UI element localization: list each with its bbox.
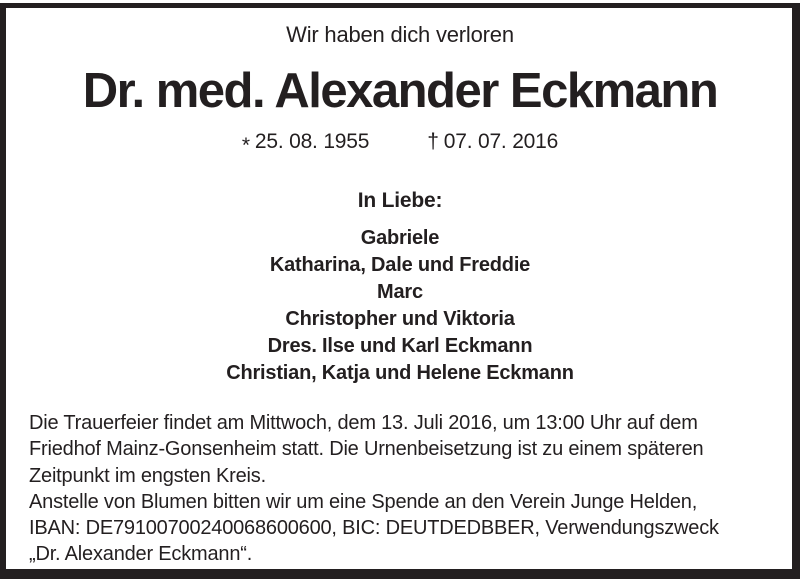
- death-cross-symbol: †: [427, 130, 439, 153]
- mourner-line: Gabriele: [360, 227, 440, 249]
- announcement-line: Zeitpunkt im engsten Kreis.: [29, 464, 266, 487]
- announcement-line: Anstelle von Blumen bitten wir um eine Spende an den Verein Junge Helden,: [29, 490, 698, 513]
- mourner-line: Christopher und Viktoria: [285, 308, 515, 330]
- birth-date-value: 25. 08. 1955: [254, 130, 370, 153]
- farewell-line: Wir haben dich verloren: [286, 22, 514, 47]
- death-date-value: 07. 07. 2016: [443, 130, 559, 153]
- announcement-line: IBAN: DE79100700240068600600, BIC: DEUTDEDBBER, Verwendungszweck: [29, 517, 719, 540]
- announcement-line: „Dr. Alexander Eckmann“.: [29, 543, 253, 566]
- mourners-list: [0, 225, 800, 387]
- announcement-line: Friedhof Mainz-Gonsenheim statt. Die Urnenbeisetzung ist zu einem späteren: [29, 438, 704, 461]
- birth-date: [241, 130, 370, 157]
- birth-star-symbol: *: [241, 134, 250, 157]
- mourner-line: Katharina, Dale und Freddie: [269, 254, 531, 276]
- mourner-line: Marc: [377, 281, 423, 303]
- life-dates: [0, 130, 800, 157]
- mourner-line: Christian, Katja und Helene Eckmann: [226, 362, 574, 384]
- announcement-line: Die Trauerfeier findet am Mittwoch, dem 13. Juli 2016, um 13:00 Uhr auf dem: [29, 412, 698, 434]
- death-date: [427, 130, 558, 154]
- salutation: In Liebe:: [357, 189, 443, 212]
- deceased-name: Dr. med. Alexander Eckmann: [82, 64, 718, 118]
- mourner-line: Dres. Ilse und Karl Eckmann: [267, 335, 533, 357]
- funeral-announcement: [29, 410, 779, 568]
